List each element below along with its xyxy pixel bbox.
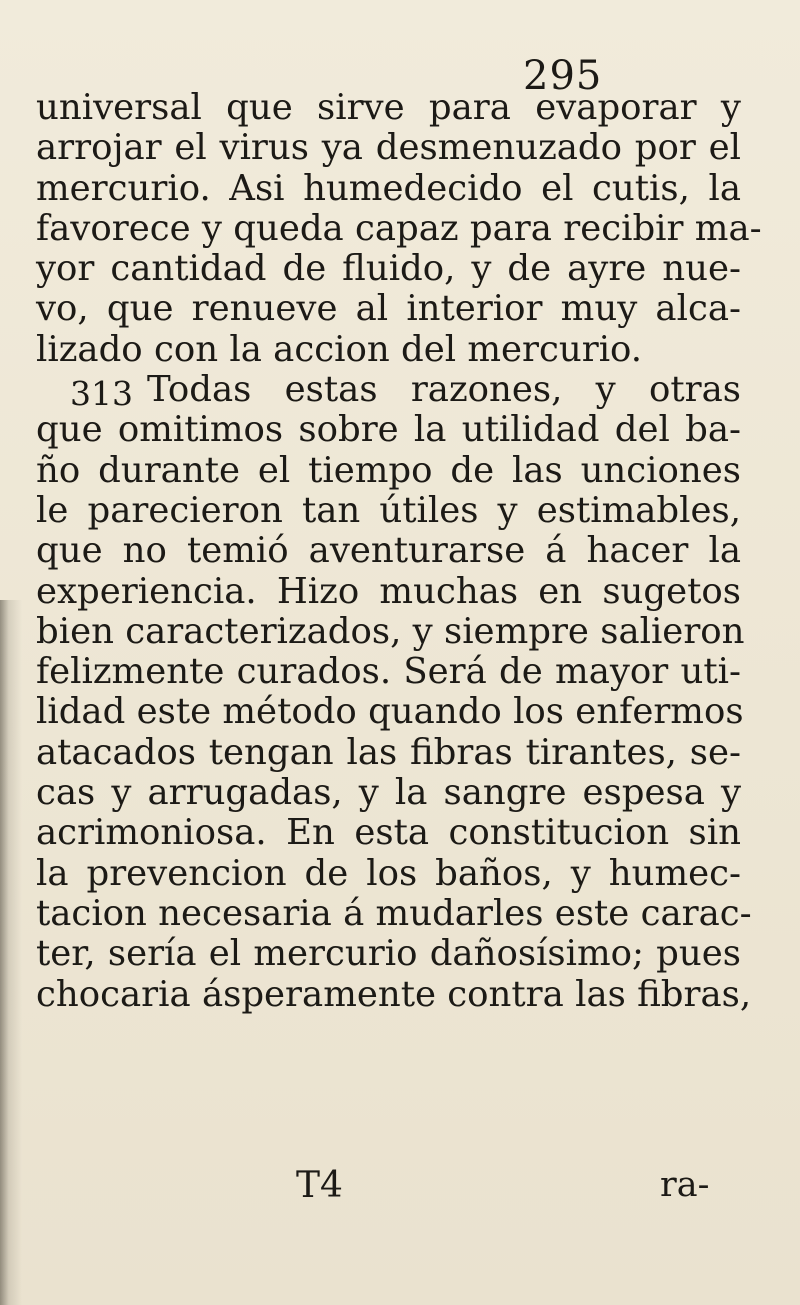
- text-line: lizado con la accion del mercurio.: [36, 328, 643, 370]
- paragraph-start-line: [36, 369, 741, 414]
- catchword: ra-: [660, 1165, 710, 1205]
- paragraph-number: 313: [70, 374, 133, 414]
- text-line: vo, que renueve al interior muy alca-: [36, 288, 741, 330]
- text-line: chocaria ásperamente contra las fibras,: [36, 973, 752, 1015]
- text-line: mercurio. Asi humedecido el cutis, la: [36, 167, 741, 209]
- text-line: atacados tengan las fibras tirantes, se-: [36, 731, 741, 773]
- text-line: lidad este método quando los enfermos: [36, 691, 744, 733]
- text-line: universal que sirve para evaporar y: [36, 87, 741, 128]
- text-line: favorece y queda capaz para recibir ma-: [36, 207, 762, 249]
- text-line: acrimoniosa. En esta constitucion sin: [36, 812, 741, 854]
- page-edge-shadow: [0, 600, 22, 1305]
- text-line: que no temió aventurarse á hacer la: [36, 530, 741, 572]
- text-line: ño durante el tiempo de las unciones: [36, 449, 741, 491]
- text-line: cas y arrugadas, y la sangre espesa y: [36, 772, 741, 814]
- text-line: tacion necesaria á mudarles este carac-: [36, 892, 752, 934]
- text-line: arrojar el virus ya desmenuzado por el: [36, 127, 741, 169]
- text-line: le parecieron tan útiles y estimables,: [36, 489, 741, 531]
- text-line: la prevencion de los baños, y humec-: [36, 852, 741, 894]
- text-line: experiencia. Hizo muchas en sugetos: [36, 570, 741, 612]
- text-line: ter, sería el mercurio dañosísimo; pues: [36, 933, 741, 975]
- page-number: 295: [523, 53, 603, 99]
- text-line: felizmente curados. Será de mayor uti-: [36, 651, 741, 693]
- paragraph-first-line-text: Todas estas razones, y otras: [147, 369, 741, 411]
- text-line: bien caracterizados, y siempre salieron: [36, 610, 745, 652]
- text-line: que omitimos sobre la utilidad del ba-: [36, 409, 741, 451]
- signature-mark: T4: [296, 1165, 343, 1206]
- body-text: [36, 87, 762, 1015]
- text-line: yor cantidad de fluido, y de ayre nue-: [36, 248, 741, 290]
